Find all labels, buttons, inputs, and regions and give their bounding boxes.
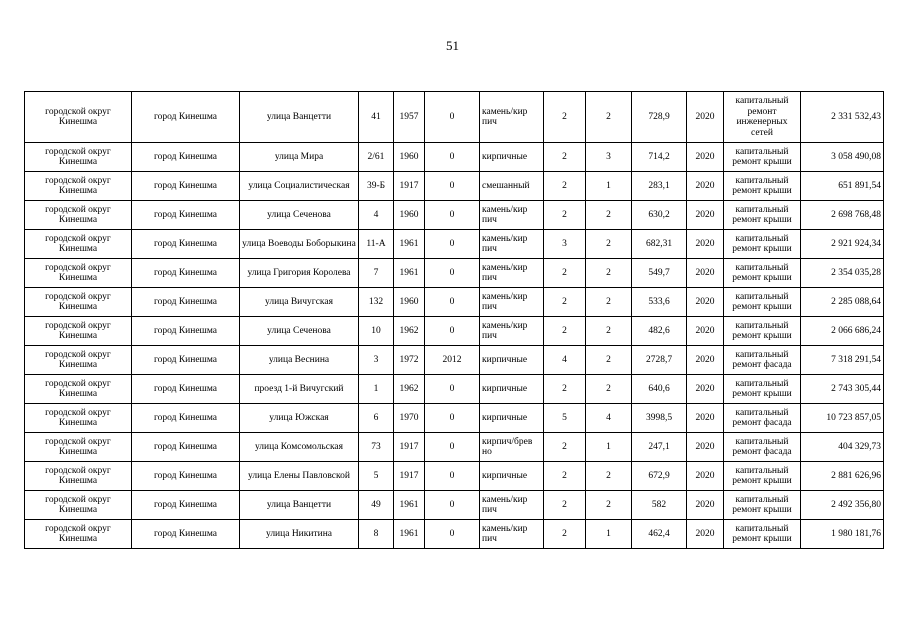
entrances-cell: 1: [586, 172, 632, 201]
plan-year-cell: 2020: [687, 230, 724, 259]
city-cell: город Кинешма: [132, 259, 240, 288]
house-number-cell: 4: [359, 201, 394, 230]
floors-cell: 2: [544, 201, 586, 230]
year-built-cell: 1972: [394, 346, 425, 375]
area-cell: 672,9: [632, 462, 687, 491]
page-number: 51: [446, 38, 459, 53]
street-cell: улица Елены Павловской: [240, 462, 359, 491]
plan-year-cell: 2020: [687, 143, 724, 172]
year-built-cell: 1961: [394, 259, 425, 288]
work-type-cell: капитальный ремонт крыши: [724, 491, 801, 520]
last-repair-year-cell: 0: [425, 462, 480, 491]
year-built-cell: 1960: [394, 201, 425, 230]
house-number-cell: 41: [359, 92, 394, 143]
work-type-cell: капитальный ремонт крыши: [724, 201, 801, 230]
house-number-cell: 2/61: [359, 143, 394, 172]
street-cell: улица Социалистическая: [240, 172, 359, 201]
entrances-cell: 4: [586, 404, 632, 433]
house-number-cell: 39-Б: [359, 172, 394, 201]
year-built-cell: 1961: [394, 491, 425, 520]
city-cell: город Кинешма: [132, 462, 240, 491]
city-cell: город Кинешма: [132, 172, 240, 201]
floors-cell: 2: [544, 433, 586, 462]
entrances-cell: 2: [586, 288, 632, 317]
year-built-cell: 1917: [394, 433, 425, 462]
street-cell: улица Григория Королева: [240, 259, 359, 288]
work-type-cell: капитальный ремонт крыши: [724, 172, 801, 201]
house-number-cell: 3: [359, 346, 394, 375]
floors-cell: 2: [544, 491, 586, 520]
plan-year-cell: 2020: [687, 317, 724, 346]
last-repair-year-cell: 0: [425, 230, 480, 259]
street-cell: улица Южская: [240, 404, 359, 433]
last-repair-year-cell: 0: [425, 404, 480, 433]
floors-cell: 2: [544, 259, 586, 288]
district-cell: городской округ Кинешма: [25, 143, 132, 172]
last-repair-year-cell: 0: [425, 520, 480, 549]
work-type-cell: капитальный ремонт крыши: [724, 520, 801, 549]
plan-year-cell: 2020: [687, 520, 724, 549]
district-cell: городской округ Кинешма: [25, 346, 132, 375]
city-cell: город Кинешма: [132, 433, 240, 462]
cost-cell: 2 285 088,64: [801, 288, 884, 317]
area-cell: 549,7: [632, 259, 687, 288]
year-built-cell: 1961: [394, 520, 425, 549]
city-cell: город Кинешма: [132, 201, 240, 230]
city-cell: город Кинешма: [132, 346, 240, 375]
area-cell: 482,6: [632, 317, 687, 346]
district-cell: городской округ Кинешма: [25, 201, 132, 230]
wall-material-cell: камень/кир пич: [480, 230, 544, 259]
district-cell: городской округ Кинешма: [25, 520, 132, 549]
area-cell: 640,6: [632, 375, 687, 404]
year-built-cell: 1960: [394, 288, 425, 317]
work-type-cell: капитальный ремонт крыши: [724, 143, 801, 172]
area-cell: 283,1: [632, 172, 687, 201]
entrances-cell: 2: [586, 462, 632, 491]
work-type-cell: капитальный ремонт инженерных сетей: [724, 92, 801, 143]
entrances-cell: 1: [586, 433, 632, 462]
entrances-cell: 2: [586, 230, 632, 259]
last-repair-year-cell: 0: [425, 172, 480, 201]
wall-material-cell: кирпич/брев но: [480, 433, 544, 462]
house-number-cell: 73: [359, 433, 394, 462]
last-repair-year-cell: 2012: [425, 346, 480, 375]
floors-cell: 2: [544, 143, 586, 172]
plan-year-cell: 2020: [687, 201, 724, 230]
floors-cell: 2: [544, 462, 586, 491]
plan-year-cell: 2020: [687, 92, 724, 143]
year-built-cell: 1960: [394, 143, 425, 172]
street-cell: улица Сеченова: [240, 201, 359, 230]
district-cell: городской округ Кинешма: [25, 404, 132, 433]
last-repair-year-cell: 0: [425, 143, 480, 172]
entrances-cell: 2: [586, 317, 632, 346]
plan-year-cell: 2020: [687, 462, 724, 491]
city-cell: город Кинешма: [132, 230, 240, 259]
cost-cell: 2 881 626,96: [801, 462, 884, 491]
last-repair-year-cell: 0: [425, 317, 480, 346]
housing-repair-table: [24, 91, 884, 549]
city-cell: город Кинешма: [132, 143, 240, 172]
last-repair-year-cell: 0: [425, 201, 480, 230]
cost-cell: 404 329,73: [801, 433, 884, 462]
street-cell: улица Веснина: [240, 346, 359, 375]
wall-material-cell: кирпичные: [480, 346, 544, 375]
city-cell: город Кинешма: [132, 491, 240, 520]
street-cell: улица Комсомольская: [240, 433, 359, 462]
work-type-cell: капитальный ремонт крыши: [724, 462, 801, 491]
city-cell: город Кинешма: [132, 520, 240, 549]
entrances-cell: 3: [586, 143, 632, 172]
year-built-cell: 1961: [394, 230, 425, 259]
city-cell: город Кинешма: [132, 92, 240, 143]
cost-cell: 2 066 686,24: [801, 317, 884, 346]
cost-cell: 3 058 490,08: [801, 143, 884, 172]
last-repair-year-cell: 0: [425, 288, 480, 317]
plan-year-cell: 2020: [687, 259, 724, 288]
cost-cell: 2 698 768,48: [801, 201, 884, 230]
cost-cell: 2 331 532,43: [801, 92, 884, 143]
street-cell: проезд 1-й Вичугский: [240, 375, 359, 404]
district-cell: городской округ Кинешма: [25, 317, 132, 346]
floors-cell: 4: [544, 346, 586, 375]
cost-cell: 10 723 857,05: [801, 404, 884, 433]
street-cell: улица Вичугская: [240, 288, 359, 317]
entrances-cell: 2: [586, 491, 632, 520]
entrances-cell: 2: [586, 346, 632, 375]
table-row: [25, 143, 884, 172]
work-type-cell: капитальный ремонт фасада: [724, 433, 801, 462]
last-repair-year-cell: 0: [425, 491, 480, 520]
year-built-cell: 1962: [394, 375, 425, 404]
district-cell: городской округ Кинешма: [25, 462, 132, 491]
area-cell: 582: [632, 491, 687, 520]
house-number-cell: 10: [359, 317, 394, 346]
last-repair-year-cell: 0: [425, 433, 480, 462]
plan-year-cell: 2020: [687, 288, 724, 317]
wall-material-cell: кирпичные: [480, 462, 544, 491]
plan-year-cell: 2020: [687, 346, 724, 375]
table-row: [25, 520, 884, 549]
house-number-cell: 5: [359, 462, 394, 491]
work-type-cell: капитальный ремонт крыши: [724, 375, 801, 404]
entrances-cell: 2: [586, 375, 632, 404]
house-number-cell: 8: [359, 520, 394, 549]
year-built-cell: 1917: [394, 172, 425, 201]
year-built-cell: 1962: [394, 317, 425, 346]
table-row: [25, 375, 884, 404]
table-row: [25, 201, 884, 230]
floors-cell: 2: [544, 317, 586, 346]
district-cell: городской округ Кинешма: [25, 230, 132, 259]
year-built-cell: 1917: [394, 462, 425, 491]
plan-year-cell: 2020: [687, 172, 724, 201]
work-type-cell: капитальный ремонт крыши: [724, 288, 801, 317]
city-cell: город Кинешма: [132, 375, 240, 404]
table-row: [25, 288, 884, 317]
district-cell: городской округ Кинешма: [25, 375, 132, 404]
floors-cell: 2: [544, 92, 586, 143]
city-cell: город Кинешма: [132, 288, 240, 317]
wall-material-cell: камень/кир пич: [480, 92, 544, 143]
year-built-cell: 1957: [394, 92, 425, 143]
wall-material-cell: камень/кир пич: [480, 288, 544, 317]
cost-cell: 1 980 181,76: [801, 520, 884, 549]
wall-material-cell: смешанный: [480, 172, 544, 201]
house-number-cell: 7: [359, 259, 394, 288]
cost-cell: 2 921 924,34: [801, 230, 884, 259]
wall-material-cell: камень/кир пич: [480, 259, 544, 288]
floors-cell: 2: [544, 288, 586, 317]
work-type-cell: капитальный ремонт крыши: [724, 259, 801, 288]
table-row: [25, 92, 884, 143]
area-cell: 682,31: [632, 230, 687, 259]
plan-year-cell: 2020: [687, 491, 724, 520]
cost-cell: 2 492 356,80: [801, 491, 884, 520]
street-cell: улица Мира: [240, 143, 359, 172]
plan-year-cell: 2020: [687, 433, 724, 462]
area-cell: 533,6: [632, 288, 687, 317]
floors-cell: 5: [544, 404, 586, 433]
work-type-cell: капитальный ремонт фасада: [724, 404, 801, 433]
wall-material-cell: камень/кир пич: [480, 201, 544, 230]
street-cell: улица Ванцетти: [240, 491, 359, 520]
wall-material-cell: кирпичные: [480, 143, 544, 172]
floors-cell: 2: [544, 172, 586, 201]
house-number-cell: 49: [359, 491, 394, 520]
cost-cell: 2 354 035,28: [801, 259, 884, 288]
cost-cell: 651 891,54: [801, 172, 884, 201]
table-row: [25, 317, 884, 346]
plan-year-cell: 2020: [687, 404, 724, 433]
street-cell: улица Сеченова: [240, 317, 359, 346]
district-cell: городской округ Кинешма: [25, 288, 132, 317]
house-number-cell: 132: [359, 288, 394, 317]
table-body: [25, 92, 884, 549]
area-cell: 462,4: [632, 520, 687, 549]
area-cell: 630,2: [632, 201, 687, 230]
street-cell: улица Воеводы Боборыкина: [240, 230, 359, 259]
district-cell: городской округ Кинешма: [25, 259, 132, 288]
district-cell: городской округ Кинешма: [25, 172, 132, 201]
area-cell: 728,9: [632, 92, 687, 143]
wall-material-cell: камень/кир пич: [480, 317, 544, 346]
year-built-cell: 1970: [394, 404, 425, 433]
work-type-cell: капитальный ремонт фасада: [724, 346, 801, 375]
district-cell: городской округ Кинешма: [25, 491, 132, 520]
area-cell: 714,2: [632, 143, 687, 172]
city-cell: город Кинешма: [132, 317, 240, 346]
table-row: [25, 230, 884, 259]
table-row: [25, 259, 884, 288]
area-cell: 247,1: [632, 433, 687, 462]
floors-cell: 2: [544, 520, 586, 549]
district-cell: городской округ Кинешма: [25, 433, 132, 462]
floors-cell: 2: [544, 375, 586, 404]
plan-year-cell: 2020: [687, 375, 724, 404]
cost-cell: 7 318 291,54: [801, 346, 884, 375]
table-row: [25, 462, 884, 491]
entrances-cell: 2: [586, 201, 632, 230]
last-repair-year-cell: 0: [425, 375, 480, 404]
area-cell: 3998,5: [632, 404, 687, 433]
district-cell: городской округ Кинешма: [25, 92, 132, 143]
house-number-cell: 1: [359, 375, 394, 404]
area-cell: 2728,7: [632, 346, 687, 375]
work-type-cell: капитальный ремонт крыши: [724, 230, 801, 259]
wall-material-cell: камень/кир пич: [480, 491, 544, 520]
entrances-cell: 1: [586, 520, 632, 549]
entrances-cell: 2: [586, 92, 632, 143]
last-repair-year-cell: 0: [425, 259, 480, 288]
street-cell: улица Ванцетти: [240, 92, 359, 143]
city-cell: город Кинешма: [132, 404, 240, 433]
table-row: [25, 433, 884, 462]
cost-cell: 2 743 305,44: [801, 375, 884, 404]
floors-cell: 3: [544, 230, 586, 259]
wall-material-cell: камень/кир пич: [480, 520, 544, 549]
wall-material-cell: кирпичные: [480, 375, 544, 404]
entrances-cell: 2: [586, 259, 632, 288]
table-row: [25, 346, 884, 375]
table-row: [25, 404, 884, 433]
street-cell: улица Никитина: [240, 520, 359, 549]
table-row: [25, 172, 884, 201]
house-number-cell: 11-А: [359, 230, 394, 259]
house-number-cell: 6: [359, 404, 394, 433]
work-type-cell: капитальный ремонт крыши: [724, 317, 801, 346]
table-row: [25, 491, 884, 520]
last-repair-year-cell: 0: [425, 92, 480, 143]
wall-material-cell: кирпичные: [480, 404, 544, 433]
